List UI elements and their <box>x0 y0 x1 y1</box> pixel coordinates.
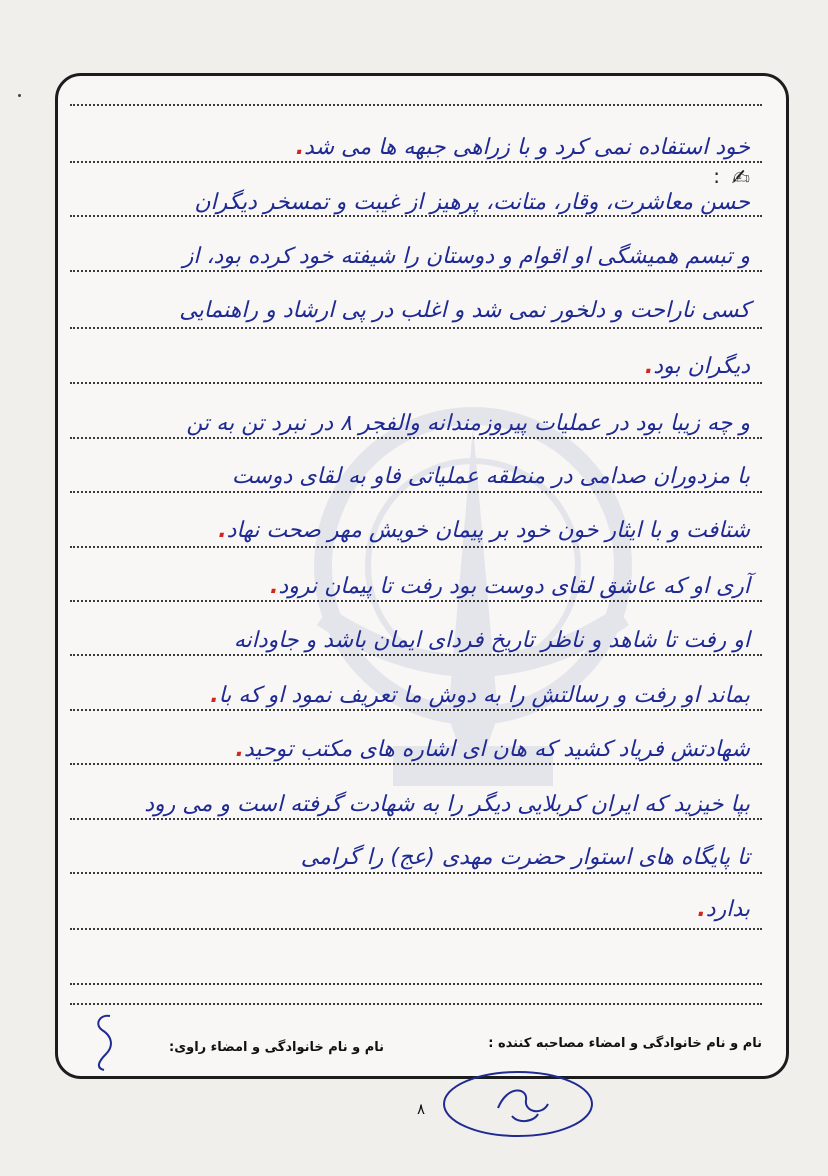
dotted-rule-line <box>70 270 762 272</box>
handwritten-line <box>210 683 750 708</box>
narrator-signature <box>88 1010 124 1074</box>
red-period-mark: . <box>644 354 654 379</box>
handwritten-line-text: حسن معاشرت، وقار، متانت، پرهیز از غیبت و تمسخر دیگران <box>194 190 750 215</box>
dotted-rule-line <box>70 161 762 163</box>
dotted-rule-line <box>70 709 762 711</box>
handwritten-line <box>186 411 750 436</box>
dotted-rule-line <box>70 104 762 106</box>
handwritten-line <box>232 464 750 489</box>
handwritten-line <box>218 518 750 543</box>
handwritten-line <box>234 628 750 653</box>
dotted-rule-line <box>70 600 762 602</box>
red-period-mark: . <box>235 737 244 762</box>
handwritten-line <box>144 792 750 817</box>
red-period-mark: . <box>295 135 305 160</box>
handwritten-line-text: دیگران بود <box>653 354 750 379</box>
dotted-rule-line <box>70 382 762 384</box>
red-period-mark: . <box>697 897 706 922</box>
handwritten-line-text: بپا خیزید که ایران کربلایی دیگر را به شهادت گرفته است و می رود <box>144 792 750 817</box>
dotted-rule-line <box>70 1003 762 1005</box>
page-number: ۸ <box>417 1100 426 1118</box>
dotted-rule-line <box>70 654 762 656</box>
red-period-mark: . <box>218 518 227 543</box>
handwritten-line-text: شهادتش فریاد کشید که هان ای اشاره های مکتب توحید <box>243 737 750 762</box>
handwritten-line-text: کسی ناراحت و دلخور نمی شد و اغلب در پی ارشاد و راهنمایی <box>179 298 750 323</box>
dotted-rule-line <box>70 983 762 985</box>
handwritten-line-text: آری او که عاشق لقای دوست بود رفت تا پیمان نرود <box>278 574 750 599</box>
dotted-rule-line <box>70 546 762 548</box>
interviewer-signature <box>438 1064 598 1142</box>
interviewer-signature-label: نام و نام خانوادگی و امضاء مصاحبه کننده : <box>488 1036 762 1051</box>
handwritten-line <box>645 354 750 379</box>
dotted-rule-line <box>70 437 762 439</box>
handwritten-line-text: و چه زیبا بود در عملیات پیروزمندانه والفجر ۸ در نبرد تن به تن <box>186 411 750 436</box>
dotted-rule-line <box>70 491 762 493</box>
handwritten-line <box>235 737 750 762</box>
dotted-rule-line <box>70 763 762 765</box>
handwritten-line <box>697 897 750 922</box>
handwritten-line-text: تا پایگاه های استوار حضرت مهدی (عج) را گرامی <box>300 845 750 870</box>
handwritten-line <box>179 298 750 323</box>
handwritten-line <box>296 135 750 160</box>
dotted-rule-line <box>70 928 762 930</box>
handwritten-line-text: بدارد <box>705 897 750 922</box>
handwritten-line <box>183 244 750 269</box>
pen-icon: ✍ <box>731 166 750 191</box>
red-period-mark: . <box>210 683 219 708</box>
dotted-rule-line <box>70 327 762 329</box>
handwritten-line-text: او رفت تا شاهد و ناظر تاریخ فردای ایمان باشد و جاودانه <box>233 628 750 653</box>
handwritten-line-text: خود استفاده نمی کرد و با زراهی جبهه ها می شد <box>304 135 750 160</box>
dotted-rule-line <box>70 818 762 820</box>
dotted-rule-line <box>70 872 762 874</box>
dotted-rule-line <box>70 215 762 217</box>
stray-mark <box>18 94 21 97</box>
handwritten-line <box>301 845 750 870</box>
handwritten-line-text: شتافت و با ایثار خون خود بر پیمان خویش مهر صحت نهاد <box>226 518 750 543</box>
handwritten-line-text: بماند او رفت و رسالتش را به دوش ما تعریف نمود او که با <box>218 683 750 708</box>
red-period-mark: . <box>270 574 279 599</box>
handwritten-line-text: و تبسم همیشگی او اقوام و دوستان را شیفته خود کرده بود، از <box>182 244 750 269</box>
handwritten-line <box>194 190 750 215</box>
handwritten-line <box>270 574 750 599</box>
handwritten-line-text: با مزدوران صدامی در منطقه عملیاتی فاو به لقای دوست <box>231 464 750 489</box>
header-colon: : <box>713 164 720 188</box>
narrator-signature-label: نام و نام خانوادگی و امضاء راوی: <box>169 1040 384 1055</box>
